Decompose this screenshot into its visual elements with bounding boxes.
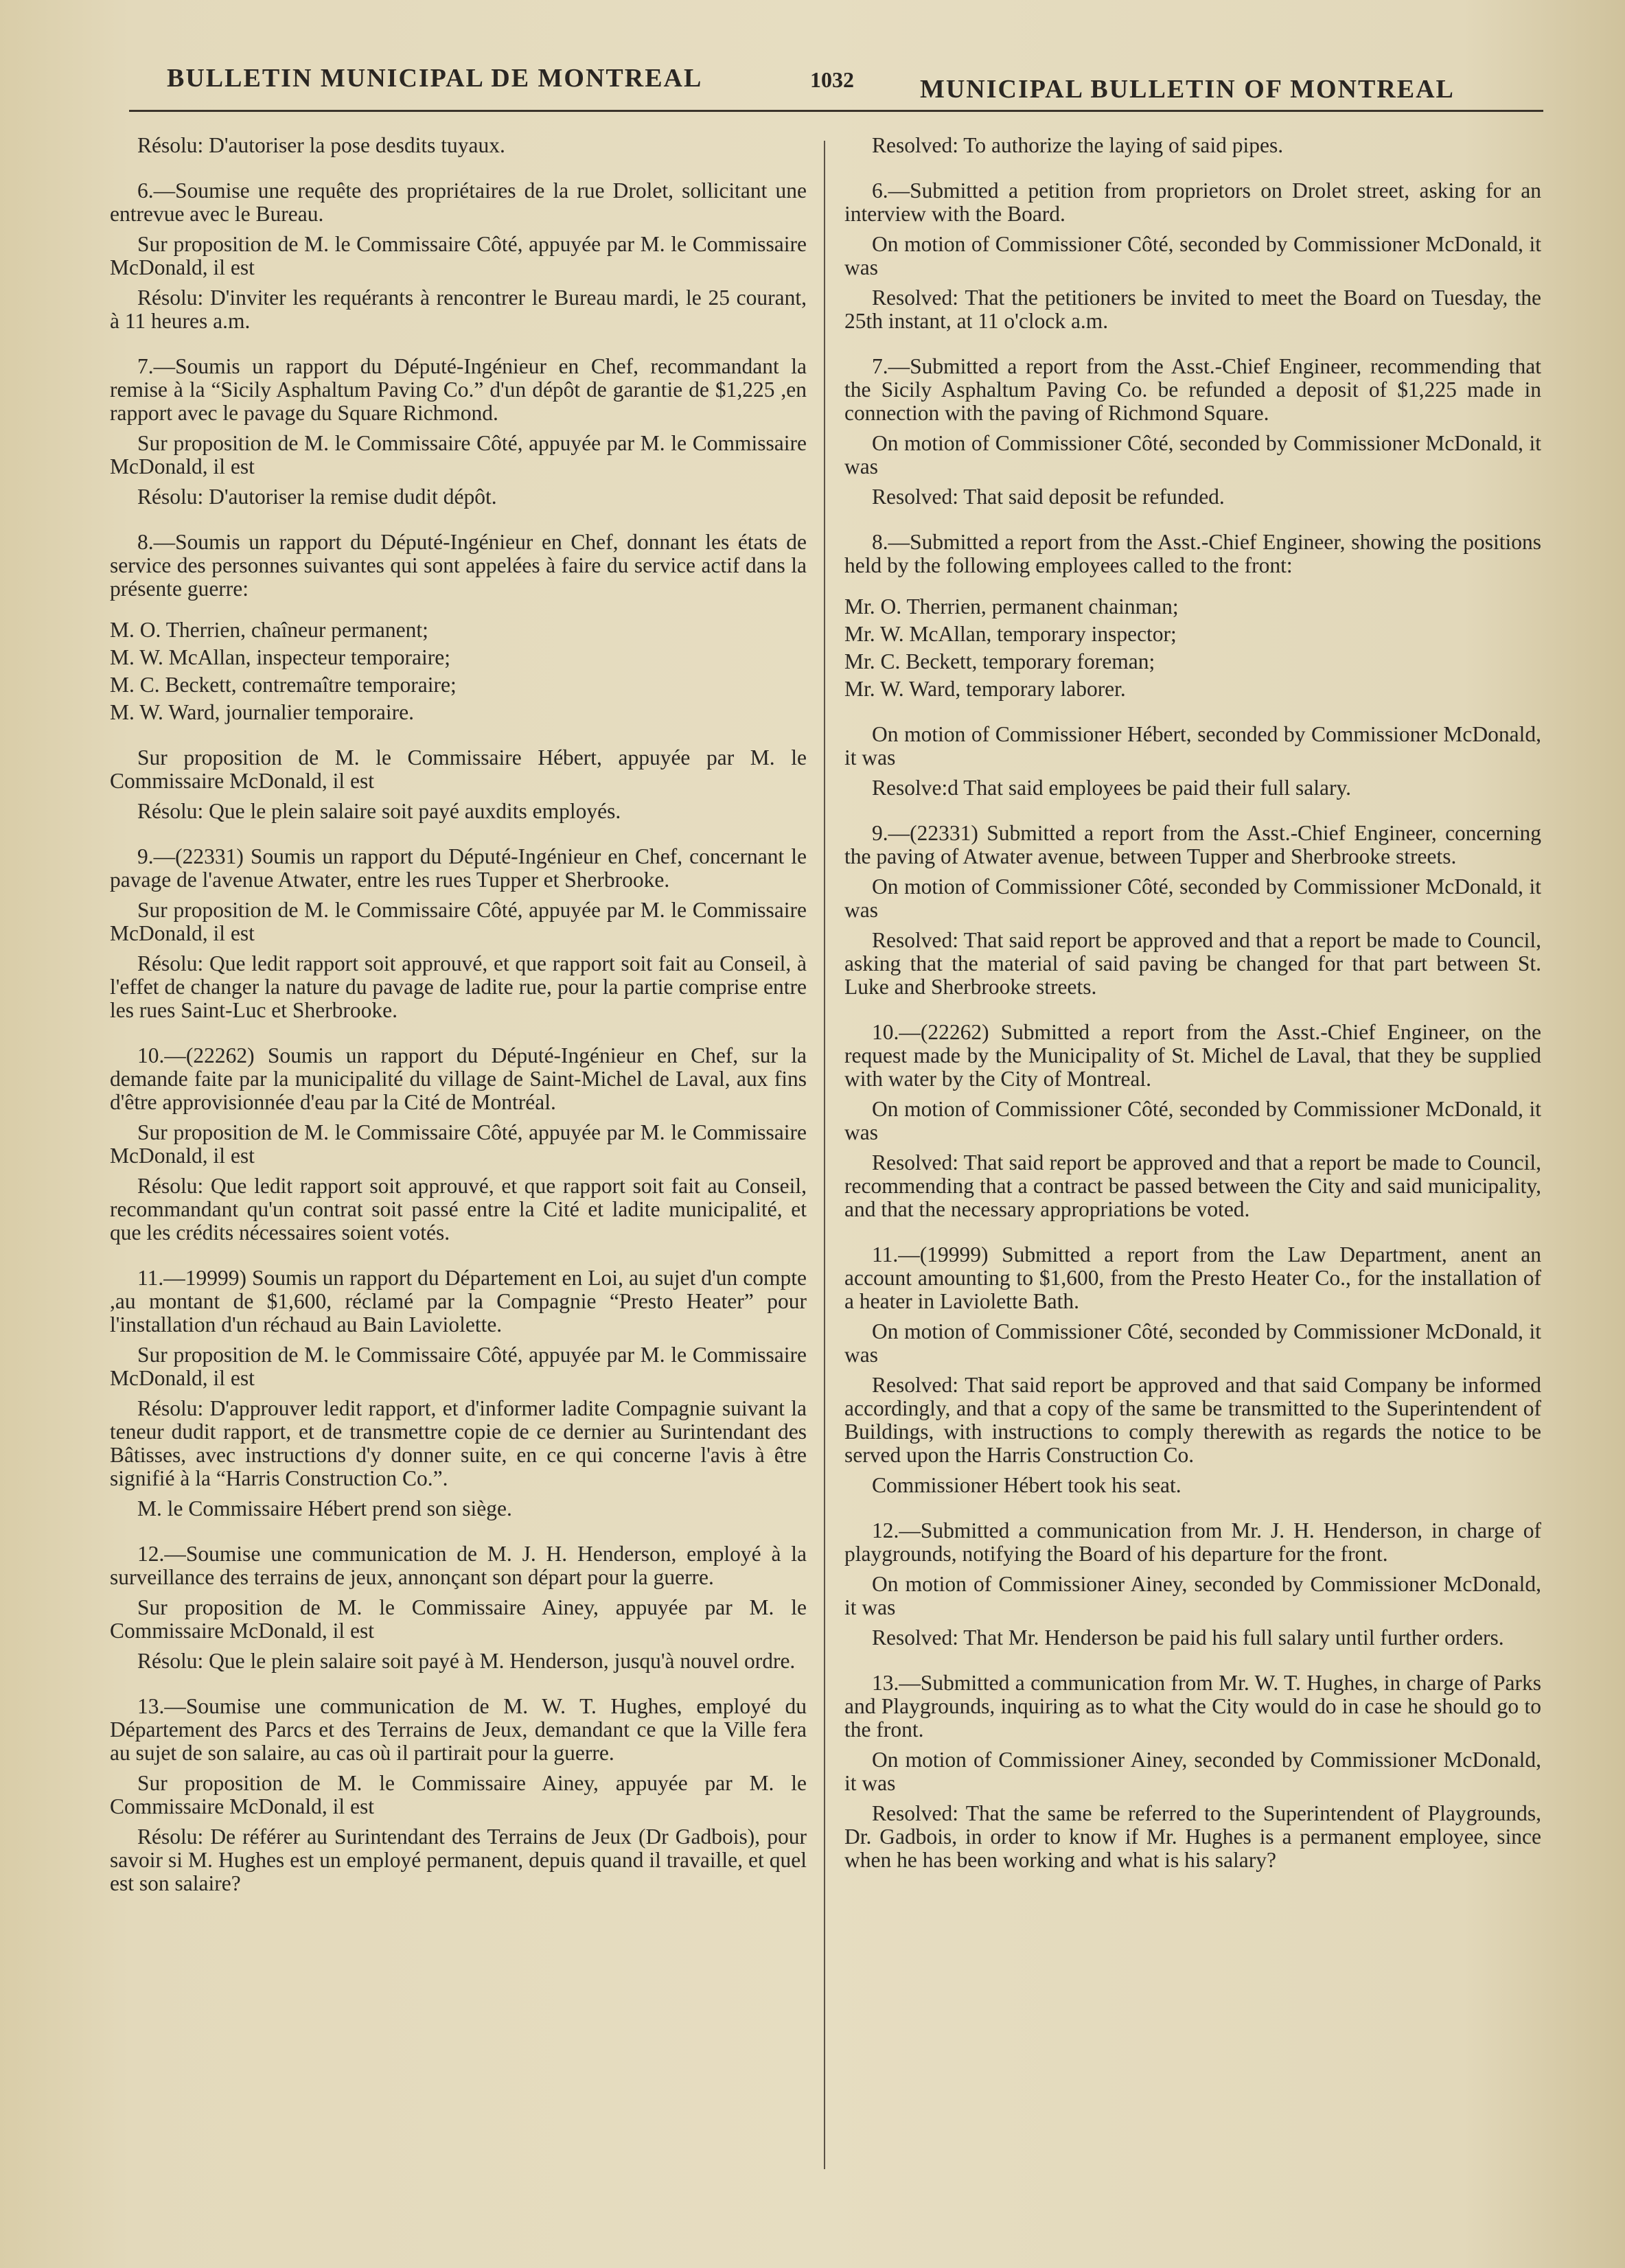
french-paragraph: Résolu: Que ledit rapport soit approuvé, et que rapport soit fait au Conseil, à l'effet de changer la nature du pavage de ladite rue, pour la partie comprise entre les rues Saint-Luc et Sherbrooke. — [110, 951, 807, 1022]
french-paragraph: 6.—Soumise une requête des propriétaires de la rue Drolet, sollicitant une entrevue avec le Bureau. — [110, 178, 807, 226]
english-list-item: Mr. W. Ward, temporary laborer. — [844, 677, 1126, 701]
english-paragraph: On motion of Commissioner Côté, seconded by Commissioner McDonald, it was — [844, 232, 1541, 279]
french-paragraph: 8.—Soumis un rapport du Député-Ingénieur en Chef, donnant les états de service des personnes suivantes qui sont appelées à faire du service actif dans la présente guerre: — [110, 530, 807, 601]
french-list-item: M. W. Ward, journalier temporaire. — [110, 700, 415, 724]
english-paragraph: Resolved: That said report be approved and that a report be made to Council, recommending that a contract be passed between the City and said municipality, and that the necessary appropriations be voted. — [844, 1150, 1541, 1221]
french-paragraph: Sur proposition de M. le Commissaire Côté, appuyée par M. le Commissaire McDonald, il est — [110, 1120, 807, 1168]
french-paragraphs-bottom — [110, 746, 807, 1895]
french-paragraph: Résolu: D'inviter les requérants à rencontrer le Bureau mardi, le 25 courant, à 11 heures a.m. — [110, 286, 807, 333]
english-paragraph: 13.—Submitted a communication from Mr. W. T. Hughes, in charge of Parks and Playgrounds, inquiring as to what the City would do in case he should go to the front. — [844, 1671, 1541, 1741]
french-paragraph: 10.—(22262) Soumis un rapport du Député-Ingénieur en Chef, sur la demande faite par la municipalité du village de Saint-Michel de Laval, aux fins d'être approvisionnée d'eau par la Cité de Montréal. — [110, 1043, 807, 1114]
french-paragraph: Sur proposition de M. le Commissaire Côté, appuyée par M. le Commissaire McDonald, il est — [110, 898, 807, 945]
english-column — [844, 134, 1541, 1879]
french-employee-list — [110, 618, 807, 724]
french-paragraph: Sur proposition de M. le Commissaire Côté, appuyée par M. le Commissaire McDonald, il est — [110, 431, 807, 478]
french-paragraph: M. le Commissaire Hébert prend son siège. — [137, 1496, 512, 1520]
header-rule — [129, 110, 1543, 112]
english-paragraph: Commissioner Hébert took his seat. — [872, 1473, 1182, 1497]
french-list-item: M. O. Therrien, chaîneur permanent; — [110, 618, 428, 642]
french-paragraph: Sur proposition de M. le Commissaire Ainey, appuyée par M. le Commissaire McDonald, il est — [110, 1595, 807, 1643]
english-paragraph: 6.—Submitted a petition from proprietors on Drolet street, asking for an interview with the Board. — [844, 178, 1541, 226]
french-paragraph: Résolu: De référer au Surintendant des Terrains de Jeux (Dr Gadbois), pour savoir si M. Hughes est un employé permanent, depuis quand il travaille, et quel est son salaire? — [110, 1825, 807, 1895]
english-paragraphs-top — [844, 134, 1541, 577]
column-divider — [824, 141, 825, 2169]
english-paragraph: 7.—Submitted a report from the Asst.-Chief Engineer, recommending that the Sicily Asphaltum Paving Co. be refunded a deposit of $1,225 made in connection with the paving of Richmond Square. — [844, 354, 1541, 425]
english-paragraph: 10.—(22262) Submitted a report from the Asst.-Chief Engineer, on the request made by the Municipality of St. Michel de Laval, that they be supplied with water by the City of Montreal. — [844, 1020, 1541, 1091]
french-paragraph: 9.—(22331) Soumis un rapport du Député-Ingénieur en Chef, concernant le pavage de l'avenue Atwater, entre les rues Tupper et Sherbrooke. — [110, 844, 807, 892]
english-paragraph: On motion of Commissioner Côté, seconded by Commissioner McDonald, it was — [844, 431, 1541, 478]
french-column — [110, 134, 807, 1902]
french-paragraph: 12.—Soumise une communication de M. J. H. Henderson, employé à la surveillance des terrains de jeux, annonçant son départ pour la guerre. — [110, 1542, 807, 1589]
english-paragraph: 12.—Submitted a communication from Mr. J. H. Henderson, in charge of playgrounds, notifying the Board of his departure for the front. — [844, 1518, 1541, 1566]
french-paragraphs-top — [110, 134, 807, 601]
english-paragraphs-bottom — [844, 723, 1541, 1872]
english-paragraph: On motion of Commissioner Côté, seconded by Commissioner McDonald, it was — [844, 875, 1541, 922]
french-paragraph: Sur proposition de M. le Commissaire Côté, appuyée par M. le Commissaire McDonald, il est — [110, 1343, 807, 1390]
french-paragraph: Résolu: D'approuver ledit rapport, et d'informer ladite Compagnie suivant la teneur dudit rapport, et de transmettre copie de ce dernier au Surintendant des Bâtisses, avec instructions d'y donner suite, en ce qui concerne l'avis à être signifié à la “Harris Construction Co.”. — [110, 1396, 807, 1490]
english-paragraph: On motion of Commissioner Hébert, seconded by Commissioner McDonald, it was — [844, 722, 1541, 769]
french-paragraph: Sur proposition de M. le Commissaire Côté, appuyée par M. le Commissaire McDonald, il est — [110, 232, 807, 279]
english-list-item: Mr. C. Beckett, temporary foreman; — [844, 649, 1155, 673]
french-paragraph: Résolu: Que ledit rapport soit approuvé, et que rapport soit fait au Conseil, recommandant qu'un contrat soit passé entre la Cité et ladite municipalité, et que les crédits nécessaires soient votés. — [110, 1174, 807, 1245]
french-paragraph: Résolu: D'autoriser la pose desdits tuyaux. — [137, 133, 505, 157]
french-list-item: M. W. McAllan, inspecteur temporaire; — [110, 645, 451, 669]
english-paragraph: Resolved: That said report be approved and that a report be made to Council, asking that the material of said paving be changed for that part between St. Luke and Sherbrooke streets. — [844, 928, 1541, 999]
english-paragraph: On motion of Commissioner Ainey, seconded by Commissioner McDonald, it was — [844, 1748, 1541, 1795]
english-paragraph: Resolved: That said deposit be refunded. — [872, 485, 1225, 509]
french-paragraph: Résolu: D'autoriser la remise dudit dépôt. — [137, 485, 497, 509]
english-paragraph: Resolved: To authorize the laying of said pipes. — [872, 133, 1284, 157]
english-paragraph: Resolve:d That said employees be paid their full salary. — [872, 776, 1352, 800]
english-paragraph: 11.—(19999) Submitted a report from the Law Department, anent an account amounting to $1,600, from the Presto Heater Co., for the installation of a heater in Laviolette Bath. — [844, 1242, 1541, 1313]
page-number: 1032 — [810, 67, 854, 92]
english-paragraph: On motion of Commissioner Ainey, seconded by Commissioner McDonald, it was — [844, 1572, 1541, 1619]
page-header — [0, 60, 1625, 115]
french-paragraph: Sur proposition de M. le Commissaire Ainey, appuyée par M. le Commissaire McDonald, il est — [110, 1771, 807, 1818]
french-paragraph: Sur proposition de M. le Commissaire Hébert, appuyée par M. le Commissaire McDonald, il est — [110, 745, 807, 793]
english-paragraph: Resolved: That said report be approved and that said Company be informed accordingly, and that a copy of the same be transmitted to the Superintendent of Buildings, with instructions to comply therewith as regards the notice to be served upon the Harris Construction Co. — [844, 1373, 1541, 1467]
header-title-english: MUNICIPAL BULLETIN OF MONTREAL — [920, 75, 1455, 104]
header-title-french: BULLETIN MUNICIPAL DE MONTREAL — [167, 64, 703, 93]
french-list-item: M. C. Beckett, contremaître temporaire; — [110, 673, 457, 697]
english-employee-list — [844, 595, 1541, 701]
english-paragraph: 8.—Submitted a report from the Asst.-Chief Engineer, showing the positions held by the following employees called to the front: — [844, 530, 1541, 577]
english-paragraph: Resolved: That the petitioners be invited to meet the Board on Tuesday, the 25th instant, at 11 o'clock a.m. — [844, 286, 1541, 333]
french-paragraph: 7.—Soumis un rapport du Député-Ingénieur en Chef, recommandant la remise à la “Sicily Asphaltum Paving Co.” d'un dépôt de garantie de $1,225 ,en rapport avec le pavage du Square Richmond. — [110, 354, 807, 425]
french-paragraph: 13.—Soumise une communication de M. W. T. Hughes, employé du Département des Parcs et des Terrains de Jeux, demandant ce que la Ville fera au sujet de son salaire, au cas où il partirait pour la guerre. — [110, 1694, 807, 1765]
french-paragraph: Résolu: Que le plein salaire soit payé auxdits employés. — [137, 799, 621, 823]
english-paragraph: On motion of Commissioner Côté, seconded by Commissioner McDonald, it was — [844, 1097, 1541, 1144]
english-paragraph: Resolved: That the same be referred to the Superintendent of Playgrounds, Dr. Gadbois, in order to know if Mr. Hughes is a permanent employee, since when he has been working and what is his salary? — [844, 1801, 1541, 1872]
english-list-item: Mr. O. Therrien, permanent chainman; — [844, 594, 1179, 618]
english-list-item: Mr. W. McAllan, temporary inspector; — [844, 622, 1177, 646]
english-paragraph: Resolved: That Mr. Henderson be paid his full salary until further orders. — [872, 1625, 1504, 1650]
french-paragraph: Résolu: Que le plein salaire soit payé à M. Henderson, jusqu'à nouvel ordre. — [137, 1649, 796, 1673]
english-paragraph: 9.—(22331) Submitted a report from the Asst.-Chief Engineer, concerning the paving of Atwater avenue, between Tupper and Sherbrooke streets. — [844, 821, 1541, 868]
french-paragraph: 11.—19999) Soumis un rapport du Département en Loi, au sujet d'un compte ,au montant de $1,600, réclamé par la Compagnie “Presto Heater” pour l'installation d'un réchaud au Bain Laviolette. — [110, 1266, 807, 1336]
english-paragraph: On motion of Commissioner Côté, seconded by Commissioner McDonald, it was — [844, 1319, 1541, 1367]
